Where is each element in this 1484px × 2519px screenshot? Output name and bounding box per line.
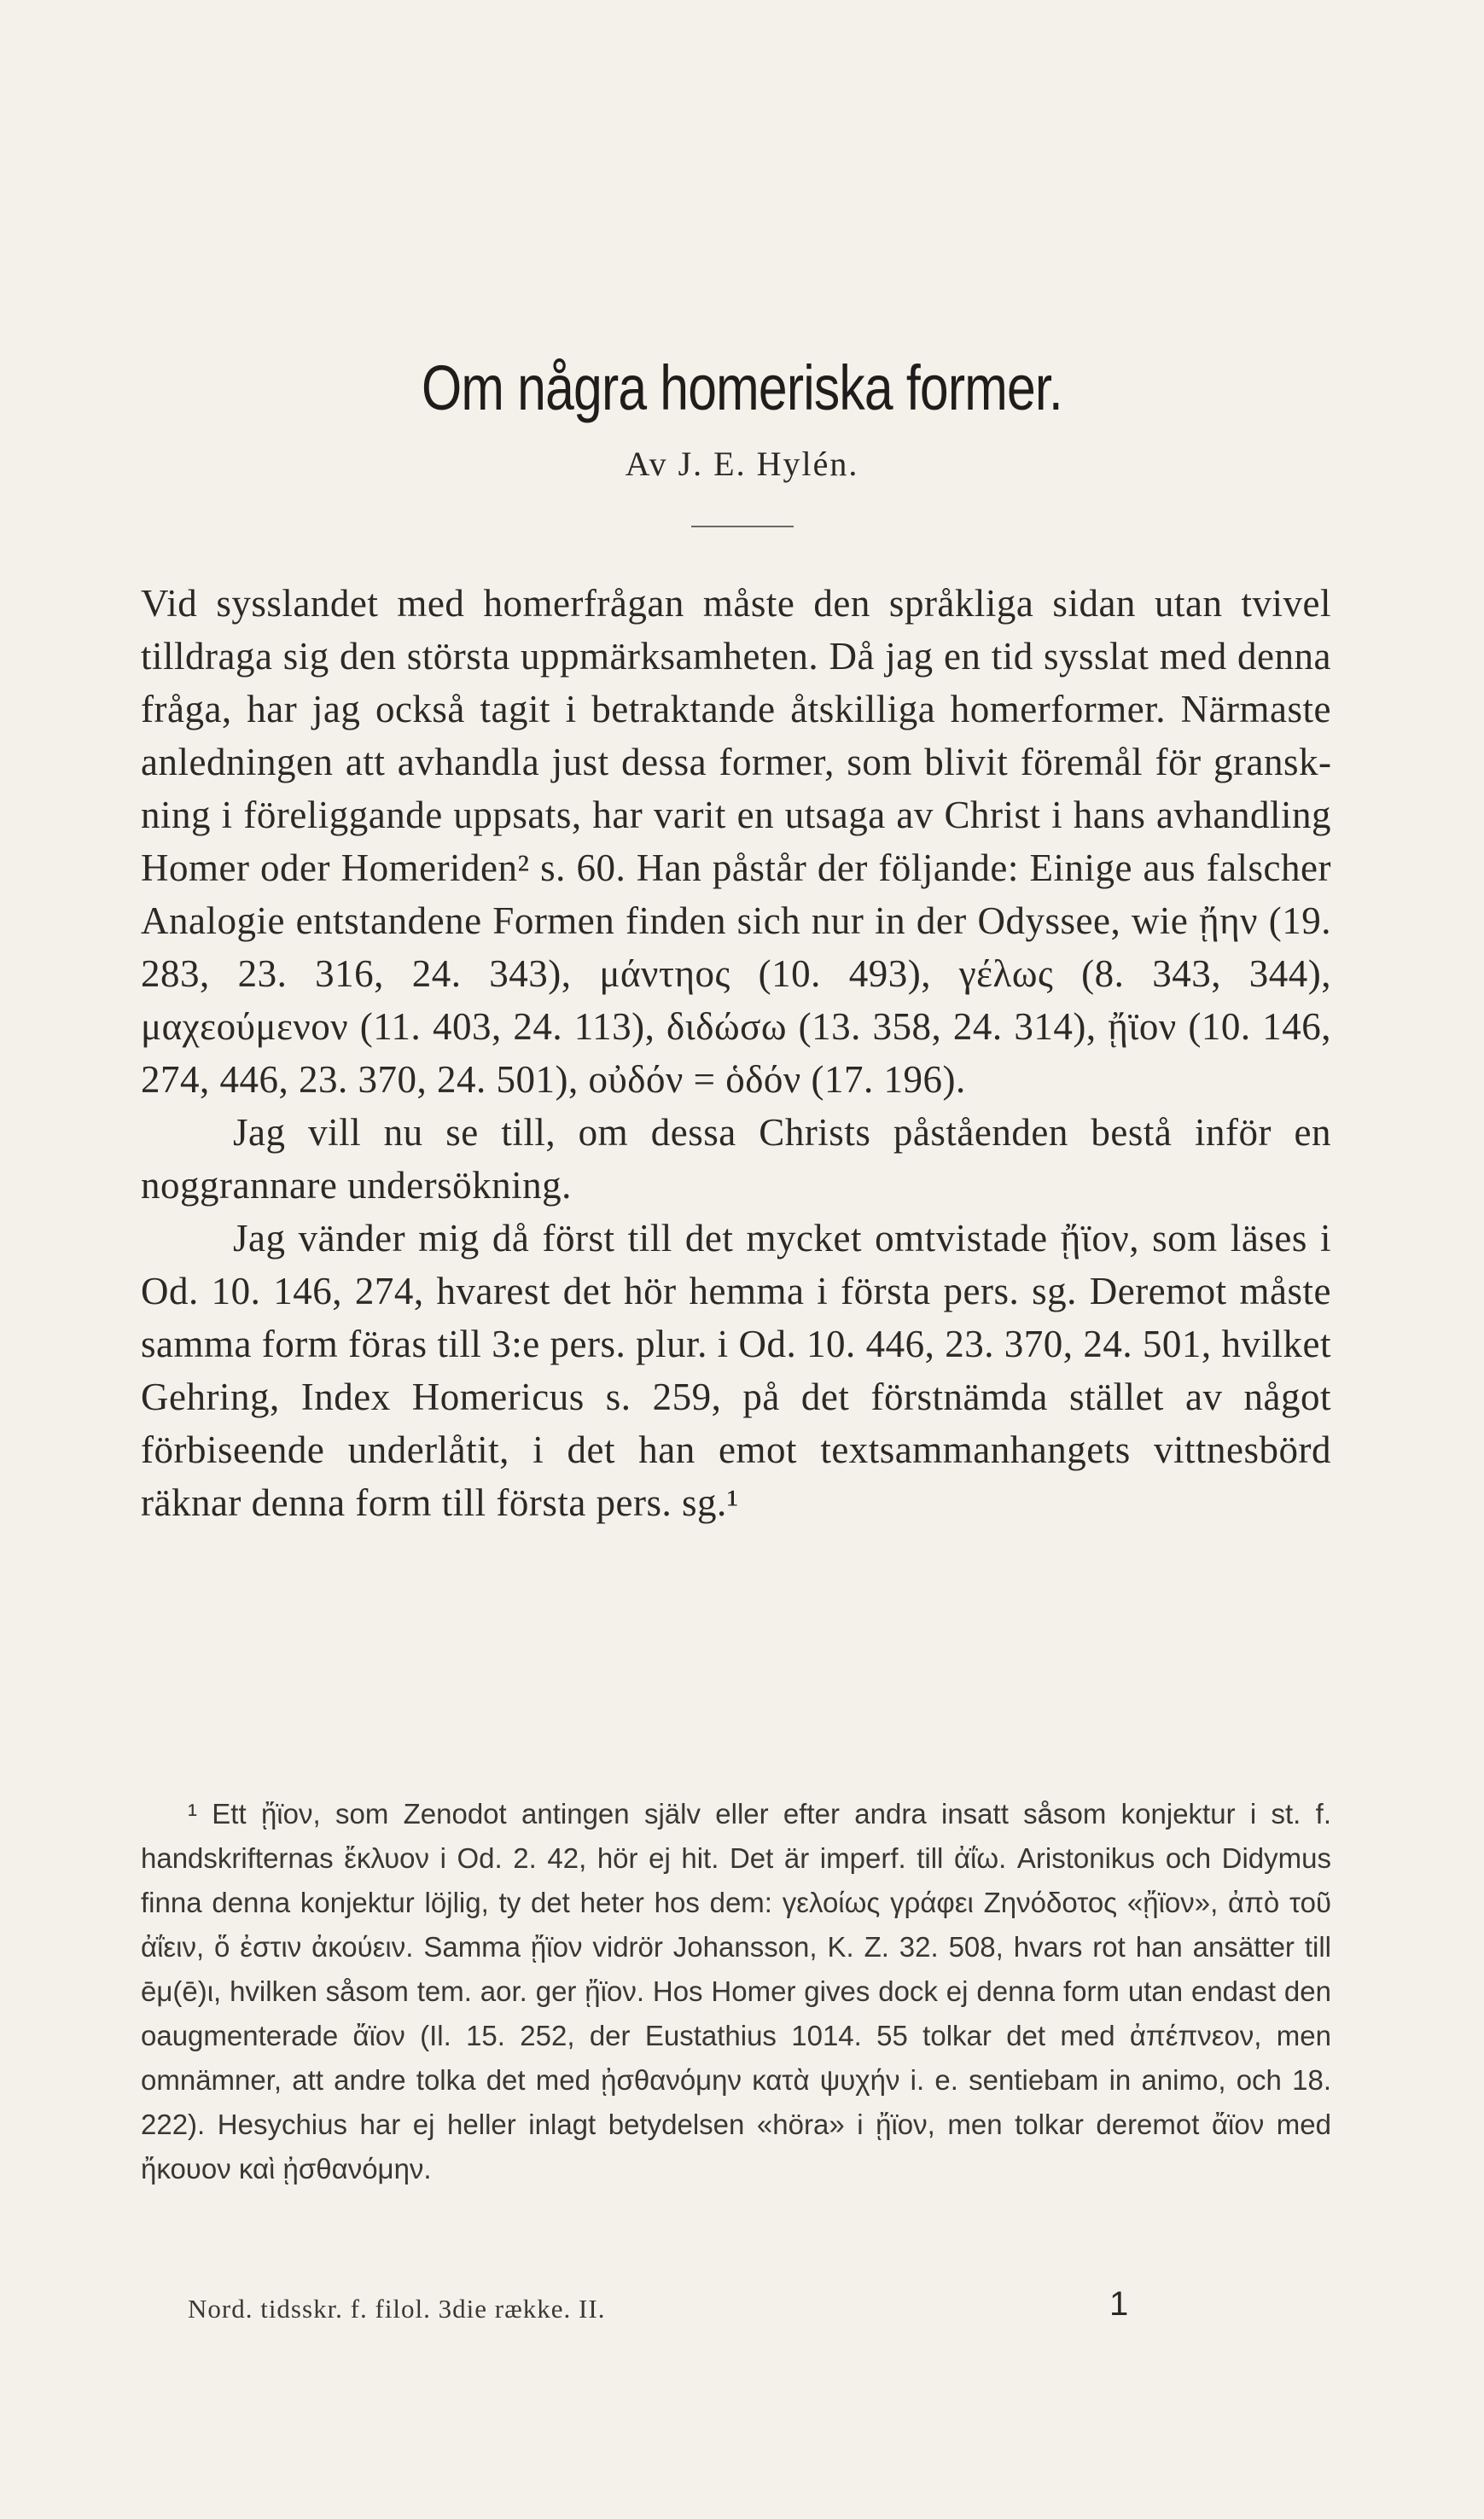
paragraph-purpose: Jag vill nu se till, om dessa Christs påståenden bestå inför en noggrannare undersökning. — [141, 1111, 1331, 1207]
paragraph-intro: Vid sysslandet med homerfrågan måste den språkliga sidan utan tvivel tilldraga sig den största uppmärksamheten. Då jag en tid sysslat med denna fråga, har jag också tagit i betraktande åtskilliga homerformer. Närmaste anledningen att avhandla just dessa former, som blivit föremål för granskning i föreliggande uppsats, har varit en utsaga av Christ i hans avhandling Homer oder Homeriden² s. 60. Han påstår der följande: Einige aus falscher Analogie entstandene Formen finden sich nur in der Odyssee, wie ᾔην (19. 283, 23. 316, 24. 343), μάντηος (10. 493), γέλως (8. 343, 344), μαχεούμενον (11. 403, 24. 113), διδώσω (13. 358, 24. 314), ᾔϊον (10. 146, 274, 446, 23. 370, 24. 501), οὐδόν = ὁδόν (17. 196). — [141, 582, 1331, 1101]
title-divider — [691, 526, 794, 527]
page-number: 1 — [1109, 2285, 1129, 2323]
article-body — [141, 577, 1331, 1529]
paragraph-eion: Jag vänder mig då först till det mycket omtvistade ᾔϊον, som läses i Od. 10. 146, 274, hvarest det hör hemma i första pers. sg. Deremot måste samma form föras till 3:e pers. plur. i Od. 10. 446, 23. 370, 24. 501, hvilket Gehring, Index Homericus s. 259, på det förstnämda stället av något förbiseende underlåtit, i det han emot textsammanhangets vittnesbörd räknar denna form till första pers. sg.¹ — [141, 1217, 1331, 1524]
journal-footer: Nord. tidsskr. f. filol. 3die række. II. — [188, 2294, 606, 2324]
article-title: Om några homeriska former. — [422, 352, 1062, 423]
article-author: Av J. E. Hylén. — [625, 445, 859, 483]
footnotes — [141, 1792, 1331, 2191]
footnote-1: ¹ Ett ᾔϊον, som Zenodot antingen själv eller efter andra insatt såsom konjektur i st. f. handskrifternas ἔκλυον i Od. 2. 42, hör ej hit. Det är imperf. till ἀΐω. Aristonikus och Didymus finna denna konjektur löjlig, ty det heter hos dem: γελοίως γράφει Ζηνόδοτος «ᾔϊον», ἀπὸ τοῦ ἀΐειν, ὅ ἐστιν ἀκούειν. Samma ᾔϊον vidrör Johansson, K. Z. 32. 508, hvars rot han ansätter till ēμ(ē)ι, hvilken såsom tem. aor. ger ᾔϊον. Hos Homer gives dock ej denna form utan endast den oaugmenterade ἄϊον (Il. 15. 252, der Eustathius 1014. 55 tolkar det med ἀπέπνεον, men omnämner, att andre tolka det med ᾐσθανόμην κατὰ ψυχήν i. e. sentiebam in animo, och 18. 222). Hesychius har ej heller inlagt betydelsen «höra» i ᾔϊον, men tolkar deremot ἄϊον med ἤκουον καὶ ᾐσθανόμην. — [141, 1798, 1331, 2184]
